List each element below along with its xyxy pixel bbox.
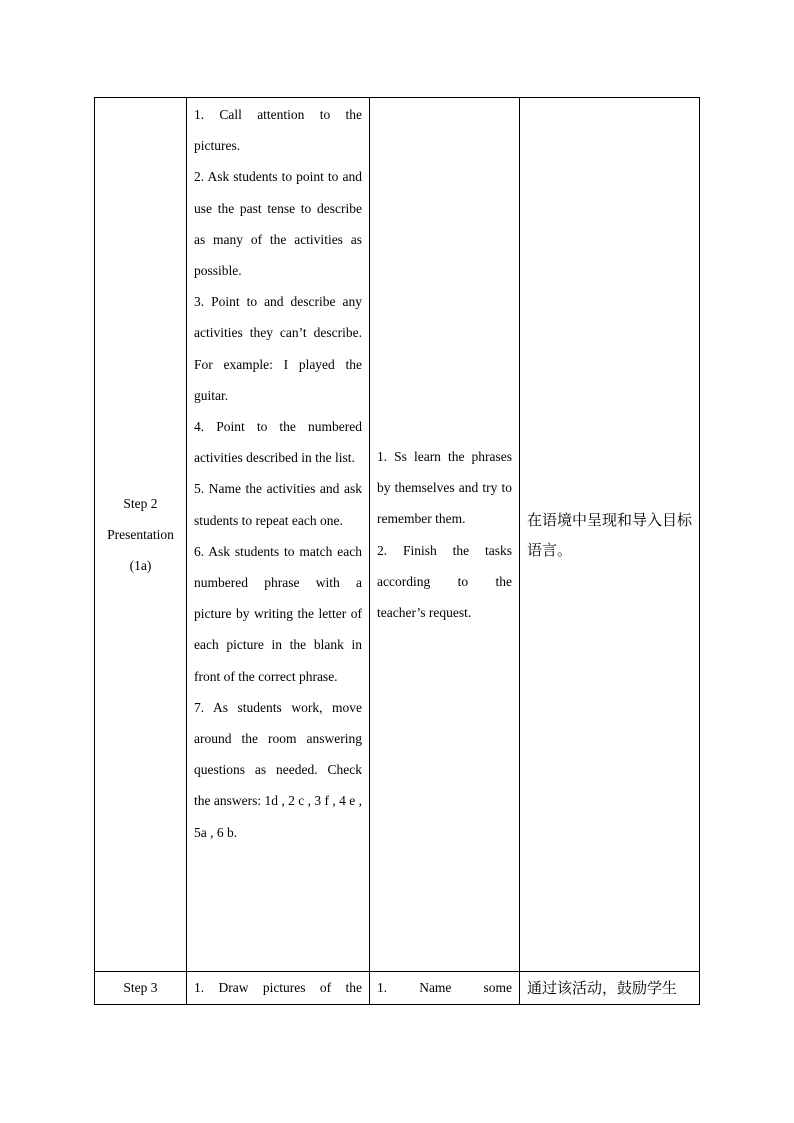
purpose-text: 通过该活动，鼓励学生 [527, 979, 678, 997]
student-step: 2. Finish the tasks according to the teacher’s request. [377, 542, 512, 620]
student-step: 1. Name some [377, 980, 512, 996]
purpose-cell [520, 98, 700, 972]
teacher-step: 4. Point to the numbered activities described in the list. [194, 419, 362, 466]
step-label: Step 2 Presentation (1a) [107, 495, 174, 574]
step-cell [95, 98, 187, 972]
table-row [95, 98, 700, 972]
teacher-step: 7. As students work, move around the room answering questions as needed. Check the answers: 1d , 2 c , 3 f , 4 e , 5a , 6 b. [194, 699, 362, 840]
student-step: 1. Ss learn the phrases by themselves and try to remember them. [377, 448, 512, 527]
teacher-step: 2. Ask students to point to and use the past tense to describe as many of the activities as possible. [194, 169, 362, 279]
student-activity-cell [370, 972, 520, 1005]
student-activity-cell [370, 98, 520, 972]
teacher-step: 5. Name the activities and ask students to repeat each one. [194, 481, 362, 528]
table-row [95, 972, 700, 1005]
teacher-step: 6. Ask students to match each numbered phrase with a picture by writing the letter of each picture in the blank in front of the correct phrase. [194, 543, 362, 684]
purpose-text: 在语境中呈现和导入目标语言。 [527, 510, 693, 559]
teacher-step: 3. Point to and describe any activities they can’t describe. For example: I played the guitar. [194, 294, 362, 403]
teacher-activity-cell [187, 98, 370, 972]
teacher-step: 1. Draw pictures of the [194, 980, 362, 996]
teacher-step: 1. Call attention to the pictures. [194, 107, 362, 154]
teacher-activity-cell [187, 972, 370, 1005]
purpose-cell [520, 972, 700, 1005]
step-cell [95, 972, 187, 1005]
lesson-plan-table [94, 97, 700, 1005]
step-label: Step 3 [123, 980, 158, 996]
